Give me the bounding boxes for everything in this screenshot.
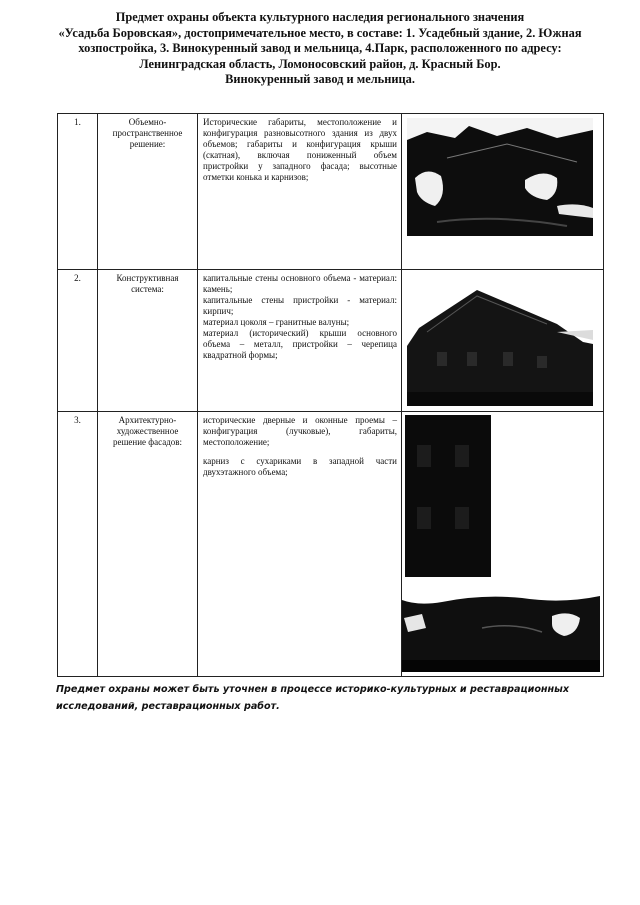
title-line-1: Предмет охраны объекта культурного наследия регионального значения: [115, 10, 525, 24]
photo-dark-wall: [405, 415, 491, 577]
document-title: [40, 10, 600, 88]
footnote-line-1: Предмет охраны может быть уточнен в процессе историко-культурных и реставрационных: [56, 684, 570, 695]
table-row: [58, 412, 604, 677]
table-row: [58, 114, 604, 270]
row-number: 2.: [58, 270, 98, 412]
element-description: [198, 412, 402, 677]
photo-wall-lower: [402, 588, 600, 672]
title-line-5: Винокуренный завод и мельница.: [225, 72, 415, 87]
photo-cell: [402, 412, 604, 677]
footnote-line-2: исследований, реставрационных работ.: [56, 701, 280, 712]
title-line-3: хозпостройка, 3. Винокуренный завод и мельница, 4.Парк, расположенного по адресу:: [78, 41, 562, 56]
element-name: Конструктивная система:: [98, 270, 198, 412]
protection-subject-table: [57, 113, 604, 677]
row-number: 3.: [58, 412, 98, 677]
description-text: капитальные стены основного объема - материал: камень;: [203, 273, 397, 294]
description-text: Исторические габариты, местоположение и конфигурация разновысотного здания из двух объемов; габариты и конфигурация крыши (скатная), включая пониженный объем пристройки у западного фасада; высотные отметки конька и карнизов;: [203, 117, 397, 182]
title-line-4: Ленинградская область, Ломоносовский район, д. Красный Бор.: [139, 56, 501, 71]
element-description: [198, 270, 402, 412]
photo-building-roof: [407, 118, 593, 236]
element-description: [198, 114, 402, 270]
footnote: [56, 681, 616, 715]
photo-facade-details: [402, 412, 604, 677]
row-number: 1.: [58, 114, 98, 270]
description-text: карниз с сухариками в западной части двухэтажного объема;: [203, 456, 397, 477]
photo-cell: [402, 270, 604, 412]
element-name: Объемно-пространственное решение:: [98, 114, 198, 270]
photo-building-facade: [407, 282, 593, 406]
photo-cell: [402, 114, 604, 270]
description-text: капитальные стены пристройки - материал: кирпич;: [203, 295, 397, 316]
description-text: материал цоколя – гранитные валуны;: [203, 317, 350, 327]
table-row: [58, 270, 604, 412]
description-text: материал (исторический) крыши основного объема – металл, пристройки – черепица квадратной формы;: [203, 328, 397, 360]
title-line-2: «Усадьба Боровская», достопримечательное место, в составе: 1. Усадебный здание, 2. Южная: [58, 25, 582, 40]
description-text: исторические дверные и оконные проемы – конфигурация (лучковые), габариты, местоположение;: [203, 415, 397, 447]
element-name: Архитектурно-художественное решение фасадов:: [98, 412, 198, 677]
